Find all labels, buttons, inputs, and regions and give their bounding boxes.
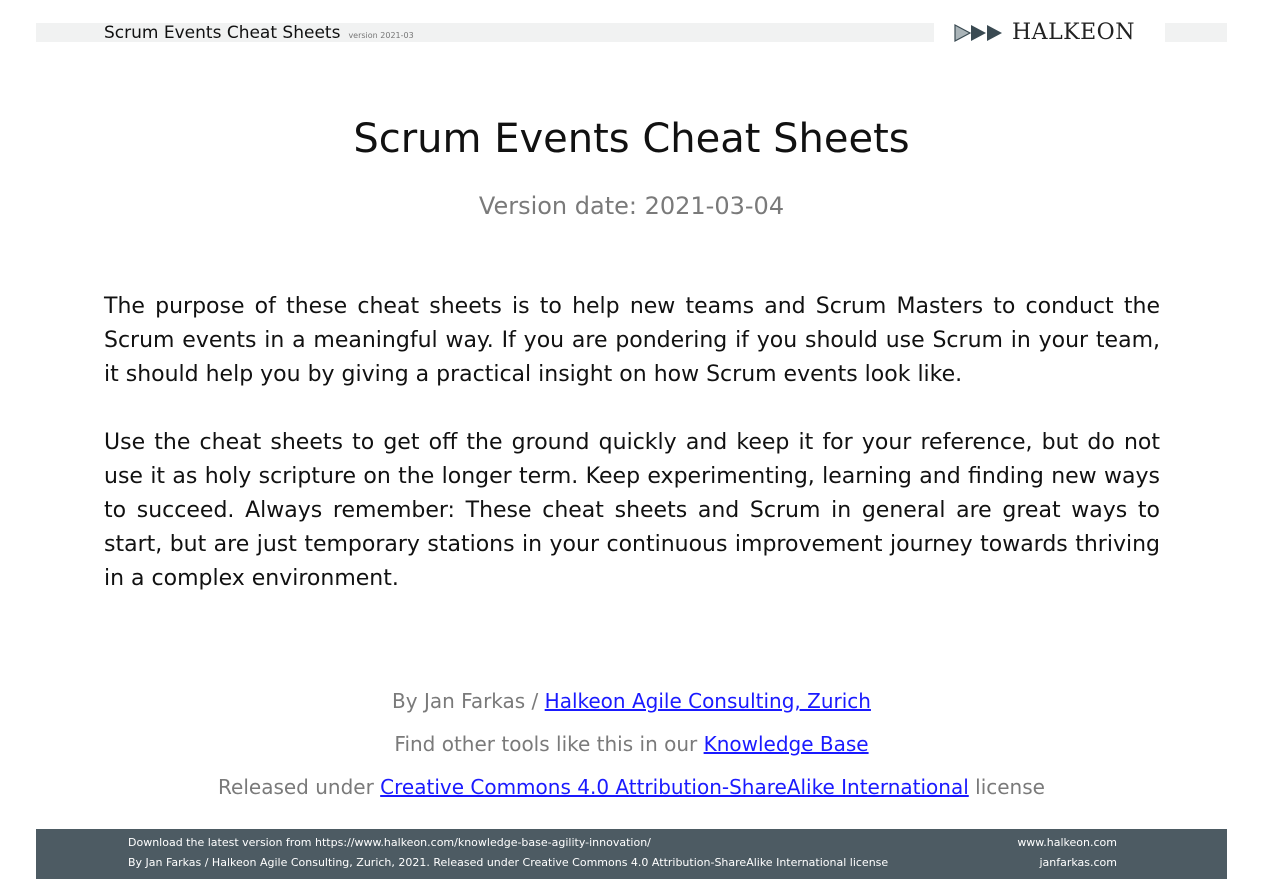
- creative-commons-link[interactable]: Creative Commons 4.0 Attribution-ShareAlike International: [380, 775, 969, 799]
- footer: [36, 829, 1227, 879]
- license-suffix: license: [968, 775, 1045, 799]
- logo-text: HALKEON: [1012, 20, 1135, 45]
- header-bar-end: [1165, 23, 1227, 42]
- page-title: Scrum Events Cheat Sheets: [353, 116, 910, 162]
- tools-prefix: Find other tools like this in our: [394, 732, 704, 756]
- footer-right: [1017, 833, 1117, 873]
- triple-play-arrows-icon: [954, 23, 1006, 43]
- header-version: version 2021-03: [348, 31, 414, 40]
- halkeon-logo: [954, 20, 1135, 46]
- version-date: Version date: 2021-03-04: [478, 192, 785, 220]
- halkeon-consulting-link[interactable]: Halkeon Agile Consulting, Zurich: [544, 689, 871, 713]
- tools-credit: [0, 730, 1263, 758]
- license-prefix: Released under: [218, 775, 381, 799]
- footer-author-line: By Jan Farkas / Halkeon Agile Consulting, Zurich, 2021. Released under Creative Commons 4.0 Attribution-ShareAlike International license: [128, 856, 889, 869]
- license-credit: [0, 773, 1263, 801]
- footer-left: [128, 833, 888, 873]
- header-title-text: Scrum Events Cheat Sheets: [104, 23, 341, 43]
- footer-site-halkeon: www.halkeon.com: [1017, 836, 1117, 849]
- intro-paragraph-2: Use the cheat sheets to get off the ground quickly and keep it for your reference, but do not use it as holy scripture on the longer term. Keep experimenting, learning and finding new ways to succeed. Always remember: These cheat sheets and Scrum in general are great ways to start, but are just temporary stations in your continuous improvement journey towards thriving in a complex environment.: [104, 430, 1160, 591]
- author-credit: [0, 687, 1263, 715]
- footer-site-janfarkas: janfarkas.com: [1039, 856, 1117, 869]
- author-prefix: By Jan Farkas /: [392, 689, 545, 713]
- header-title: [104, 22, 414, 47]
- knowledge-base-link[interactable]: Knowledge Base: [703, 732, 869, 756]
- intro-paragraph-1: The purpose of these cheat sheets is to help new teams and Scrum Masters to conduct the Scrum events in a meaningful way. If you are pondering if you should use Scrum in your team, it should help you by giving a practical insight on how Scrum events look like.: [104, 294, 1160, 387]
- footer-download-line: Download the latest version from https://www.halkeon.com/knowledge-base-agility-innovation/: [128, 836, 651, 849]
